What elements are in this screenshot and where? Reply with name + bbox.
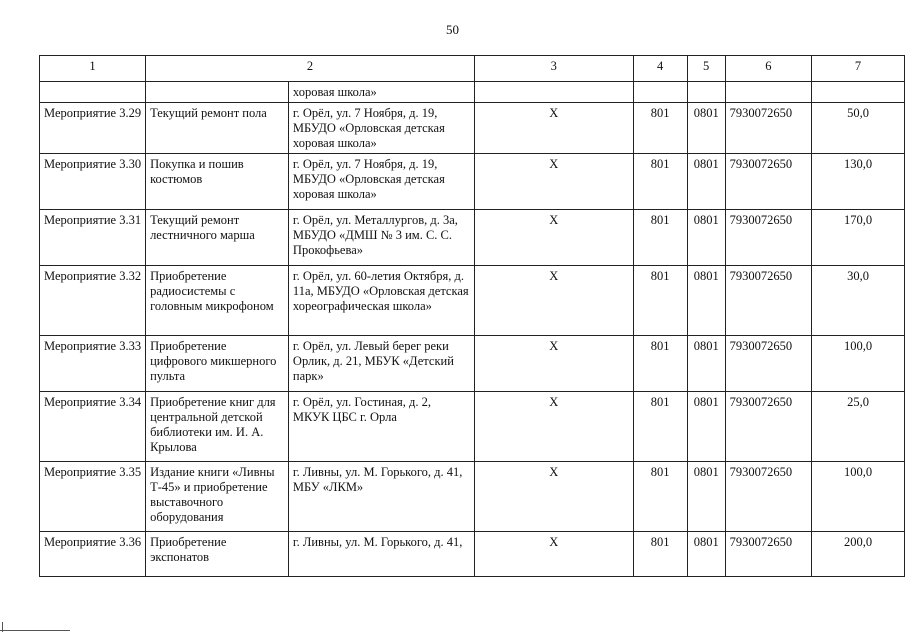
cell-empty [146,82,289,103]
cell-col4: 801 [633,210,687,266]
header-cell-6: 6 [725,56,811,82]
cell-empty [474,82,633,103]
cell-col5: 0801 [687,462,725,532]
cell-name: Приобретение цифрового микшерного пульта [146,336,289,392]
cell-address: г. Орёл, ул. Металлургов, д. 3а, МБУДО «ДМШ № 3 им. С. С. Прокофьева» [288,210,474,266]
cell-measure: Мероприятие 3.36 [40,532,146,577]
cell-measure: Мероприятие 3.31 [40,210,146,266]
table-row [40,210,905,266]
cell-col3: Х [474,336,633,392]
table-row [40,266,905,336]
header-cell-2: 2 [146,56,475,82]
table-row [40,154,905,210]
header-cell-4: 4 [633,56,687,82]
cell-col7: 130,0 [812,154,905,210]
cell-col4: 801 [633,154,687,210]
cell-col6: 7930072650 [725,462,811,532]
cell-empty [40,82,146,103]
cell-col7: 25,0 [812,392,905,462]
cell-col5: 0801 [687,210,725,266]
scan-mark [0,630,70,631]
cell-col6: 7930072650 [725,392,811,462]
cell-address: г. Орёл, ул. Левый берег реки Орлик, д. 21, МБУК «Детский парк» [288,336,474,392]
cell-measure: Мероприятие 3.35 [40,462,146,532]
cell-col5: 0801 [687,392,725,462]
header-cell-7: 7 [812,56,905,82]
cell-col6: 7930072650 [725,154,811,210]
cell-col4: 801 [633,392,687,462]
header-cell-3: 3 [474,56,633,82]
table-row [40,336,905,392]
cell-col5: 0801 [687,103,725,154]
cell-col5: 0801 [687,154,725,210]
cell-col4: 801 [633,266,687,336]
cell-name: Приобретение книг для центральной детской библиотеки им. И. А. Крылова [146,392,289,462]
cell-col7: 50,0 [812,103,905,154]
cell-col3: Х [474,392,633,462]
cell-col5: 0801 [687,336,725,392]
table-row [40,462,905,532]
cell-name: Текущий ремонт пола [146,103,289,154]
continuation-row [40,82,905,103]
cell-col6: 7930072650 [725,266,811,336]
cell-col6: 7930072650 [725,532,811,577]
header-cell-1: 1 [40,56,146,82]
cell-measure: Мероприятие 3.34 [40,392,146,462]
cell-address: г. Орёл, ул. 60-летия Октября, д. 11а, МБУДО «Орловская детская хореографическая школа» [288,266,474,336]
cell-name: Издание книги «Ливны Т-45» и приобретение выставочного оборудования [146,462,289,532]
cell-col3: Х [474,462,633,532]
program-measures-table [39,55,905,577]
cell-col7: 30,0 [812,266,905,336]
cell-col5: 0801 [687,266,725,336]
cell-address: г. Орёл, ул. Гостиная, д. 2, МКУК ЦБС г. Орла [288,392,474,462]
cell-col4: 801 [633,462,687,532]
cell-address: г. Орёл, ул. 7 Ноября, д. 19, МБУДО «Орловская детская хоровая школа» [288,154,474,210]
cell-col3: Х [474,103,633,154]
cell-name: Покупка и пошив костюмов [146,154,289,210]
table-header-row [40,56,905,82]
cell-measure: Мероприятие 3.32 [40,266,146,336]
cell-col3: Х [474,154,633,210]
cell-col4: 801 [633,336,687,392]
cell-col3: Х [474,210,633,266]
cell-col7: 100,0 [812,462,905,532]
cell-address: г. Ливны, ул. М. Горького, д. 41, МБУ «ЛКМ» [288,462,474,532]
cell-measure: Мероприятие 3.30 [40,154,146,210]
cell-measure: Мероприятие 3.33 [40,336,146,392]
cell-empty [725,82,811,103]
table-row [40,103,905,154]
header-cell-5: 5 [687,56,725,82]
cell-col6: 7930072650 [725,210,811,266]
cell-col7: 200,0 [812,532,905,577]
cell-col4: 801 [633,532,687,577]
table-row [40,392,905,462]
cell-address: г. Орёл, ул. 7 Ноября, д. 19, МБУДО «Орловская детская хоровая школа» [288,103,474,154]
cell-col4: 801 [633,103,687,154]
cell-address: хоровая школа» [288,82,474,103]
cell-empty [687,82,725,103]
cell-address: г. Ливны, ул. М. Горького, д. 41, [288,532,474,577]
cell-col7: 170,0 [812,210,905,266]
page-number: 50 [446,22,459,37]
cell-col3: Х [474,266,633,336]
cell-empty [633,82,687,103]
cell-name: Текущий ремонт лестничного марша [146,210,289,266]
table-row [40,532,905,577]
cell-col7: 100,0 [812,336,905,392]
cell-col6: 7930072650 [725,103,811,154]
cell-col6: 7930072650 [725,336,811,392]
cell-col5: 0801 [687,532,725,577]
cell-name: Приобретение радиосистемы с головным микрофоном [146,266,289,336]
cell-col3: Х [474,532,633,577]
cell-name: Приобретение экспонатов [146,532,289,577]
cell-measure: Мероприятие 3.29 [40,103,146,154]
cell-empty [812,82,905,103]
